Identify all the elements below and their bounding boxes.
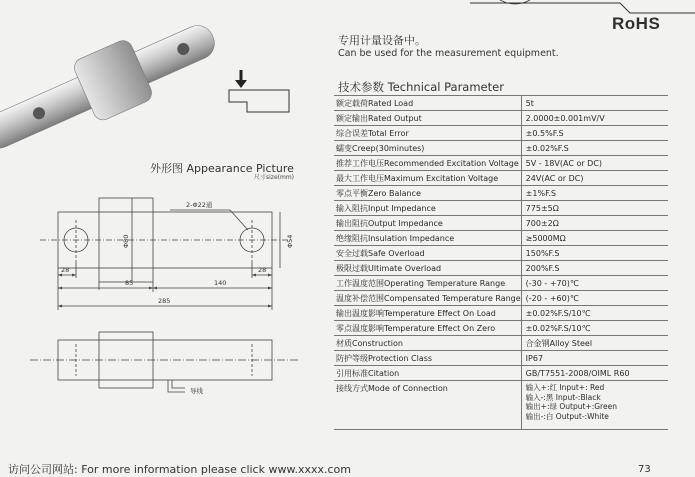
- spec-row: [334, 306, 668, 321]
- spec-label-en: Rated Load: [368, 98, 414, 108]
- spec-row: [334, 156, 668, 171]
- spec-value: 200%F.S: [521, 261, 668, 276]
- spec-row: [334, 246, 668, 261]
- spec-label-en: Total Error: [368, 128, 409, 138]
- appearance-unit: 尺寸size(mm): [254, 174, 295, 181]
- rohs-label: RoHS: [612, 14, 661, 33]
- spec-label-en: Temperature Effect On Load: [384, 308, 496, 318]
- spec-label-cn: 输入阻抗: [336, 203, 368, 213]
- spec-label-en: Ultimate Overload: [368, 263, 442, 273]
- spec-label-en: Mode of Connection: [368, 384, 448, 393]
- spec-row: [334, 351, 668, 366]
- spec-label: [334, 381, 521, 430]
- spec-row: [334, 336, 668, 351]
- spec-value: 700±2Ω: [521, 216, 668, 231]
- header-band-decoration: [470, 0, 695, 14]
- spec-row: [334, 141, 668, 156]
- spec-value: 775±5Ω: [521, 201, 668, 216]
- spec-label-cn: 额定输出: [336, 113, 368, 123]
- spec-label-cn: 引用标准: [336, 368, 368, 378]
- spec-label-cn: 零点平衡: [336, 188, 368, 198]
- spec-label-en: Zero Balance: [368, 188, 421, 198]
- spec-value: ±0.5%F.S: [521, 126, 668, 141]
- spec-label-cn: 材质: [336, 338, 352, 348]
- spec-row: [334, 186, 668, 201]
- spec-label: [334, 276, 521, 291]
- footer-website-text: 访问公司网站: For more information please click www.xxxx.com: [8, 463, 351, 476]
- spec-label-en: Insulation Impedance: [368, 233, 455, 243]
- spec-value: (-20 - +60)℃: [521, 291, 668, 306]
- spec-label: [334, 291, 521, 306]
- dim-85: 85: [125, 279, 134, 287]
- connection-line: 输出-:白 Output-:White: [525, 411, 609, 421]
- spec-label: [334, 111, 521, 126]
- dim-phi54: Φ54: [286, 234, 294, 248]
- dim-285: 285: [158, 297, 171, 305]
- spec-row: [334, 111, 668, 126]
- spec-value: 24V(AC or DC): [521, 171, 668, 186]
- appearance-title-cn: 外形图: [150, 162, 183, 175]
- spec-label: [334, 201, 521, 216]
- spec-label-en: Operating Temperature Range: [384, 278, 506, 288]
- spec-label-en: Construction: [352, 338, 403, 348]
- appearance-title-en: Appearance Picture: [186, 162, 294, 175]
- connection-line: 输入+:红 Input+: Red: [525, 383, 605, 392]
- spec-label-en: Protection Class: [368, 353, 433, 363]
- spec-label: [334, 141, 521, 156]
- spec-label-cn: 工作温度范围: [336, 278, 384, 288]
- spec-label-cn: 输出温度影响: [336, 308, 384, 318]
- spec-value: ±1%F.S: [521, 186, 668, 201]
- dim-140: 140: [214, 279, 227, 287]
- connection-line: 输入-:黑 Input-:Black: [525, 392, 601, 402]
- spec-label-cn: 推荐工作电压: [336, 158, 384, 168]
- spec-row-connection: [334, 381, 668, 430]
- spec-label: [334, 96, 521, 111]
- spec-value: 150%F.S: [521, 246, 668, 261]
- spec-label: [334, 246, 521, 261]
- spec-label-cn: 综合误差: [336, 128, 368, 138]
- spec-label: [334, 186, 521, 201]
- spec-label-en: Recommended Excitation Voltage: [384, 158, 519, 168]
- spec-row: [334, 366, 668, 381]
- spec-label-en: Compensated Temperature Range: [384, 293, 521, 303]
- spec-label-en: Maximum Excitation Voltage: [384, 173, 499, 183]
- spec-label-cn: 极限过载: [336, 263, 368, 273]
- dim-28-right: 28: [258, 266, 267, 274]
- spec-label-en: Rated Output: [368, 113, 422, 123]
- spec-label: [334, 171, 521, 186]
- load-direction-diagram: [225, 68, 305, 118]
- spec-label-en: Output Impedance: [368, 218, 443, 228]
- technical-parameter-table: [334, 95, 668, 430]
- spec-value: GB/T7551-2008/OIML R60: [521, 366, 668, 381]
- connection-line: 输出+:绿 Output+:Green: [525, 402, 617, 411]
- spec-row: [334, 276, 668, 291]
- usage-text-cn: 专用计量设备中。: [338, 34, 426, 47]
- spec-value: ±0.02%F.S/10℃: [521, 306, 668, 321]
- spec-label: [334, 231, 521, 246]
- spec-value: ≥5000MΩ: [521, 231, 668, 246]
- spec-label: [334, 366, 521, 381]
- spec-row: [334, 231, 668, 246]
- spec-label-cn: 温度补偿范围: [336, 293, 384, 303]
- spec-value: 5V - 18V(AC or DC): [521, 156, 668, 171]
- spec-label-en: Citation: [368, 368, 400, 378]
- tp-title-en: Technical Parameter: [387, 80, 504, 94]
- spec-value: 合金钢Alloy Steel: [521, 336, 668, 351]
- spec-label-en: Input Impedance: [368, 203, 436, 213]
- spec-label: [334, 336, 521, 351]
- spec-value: 5t: [521, 96, 668, 111]
- spec-label-cn: 防护等级: [336, 353, 368, 363]
- spec-value: IP67: [521, 351, 668, 366]
- spec-row: [334, 216, 668, 231]
- spec-label: [334, 126, 521, 141]
- spec-value: ±0.02%F.S: [521, 141, 668, 156]
- spec-label-cn: 蠕变: [336, 143, 352, 153]
- spec-row: [334, 96, 668, 111]
- spec-label: [334, 351, 521, 366]
- spec-row: [334, 201, 668, 216]
- page-number: 73: [638, 464, 651, 475]
- spec-row: [334, 291, 668, 306]
- spec-label: [334, 321, 521, 336]
- product-photo: [0, 0, 230, 150]
- spec-row: [334, 321, 668, 336]
- spec-label: [334, 156, 521, 171]
- spec-label-en: Temperature Effect On Zero: [384, 323, 496, 333]
- spec-label-cn: 最大工作电压: [336, 173, 384, 183]
- technical-parameter-title: [338, 79, 504, 95]
- dim-28-left: 28: [61, 266, 70, 274]
- spec-label-cn: 接线方式: [336, 384, 368, 393]
- spec-label: [334, 216, 521, 231]
- spec-row: [334, 126, 668, 141]
- spec-label: [334, 261, 521, 276]
- usage-text-en: Can be used for the measurement equipment.: [338, 48, 559, 59]
- spec-label-cn: 输出阻抗: [336, 218, 368, 228]
- spec-value: ±0.02%F.S/10℃: [521, 321, 668, 336]
- dim-phi80: Φ80: [122, 234, 130, 248]
- spec-label-en: Creep(30minutes): [352, 143, 425, 153]
- spec-label-cn: 额定载荷: [336, 98, 368, 108]
- dim-holes: 2-Φ22通: [186, 201, 213, 209]
- connection-values: [521, 381, 668, 430]
- spec-value: (-30 - +70)℃: [521, 276, 668, 291]
- spec-label: [334, 306, 521, 321]
- spec-label-cn: 零点温度影响: [336, 323, 384, 333]
- spec-value: 2.0000±0.001mV/V: [521, 111, 668, 126]
- spec-label-cn: 安全过载: [336, 248, 368, 258]
- spec-row: [334, 171, 668, 186]
- dimension-drawing: [0, 160, 330, 470]
- tp-title-cn: 技术参数: [338, 80, 384, 94]
- cable-label: 导线: [190, 387, 203, 395]
- spec-label-en: Safe Overload: [368, 248, 425, 258]
- spec-label-cn: 绝缘阻抗: [336, 233, 368, 243]
- spec-row: [334, 261, 668, 276]
